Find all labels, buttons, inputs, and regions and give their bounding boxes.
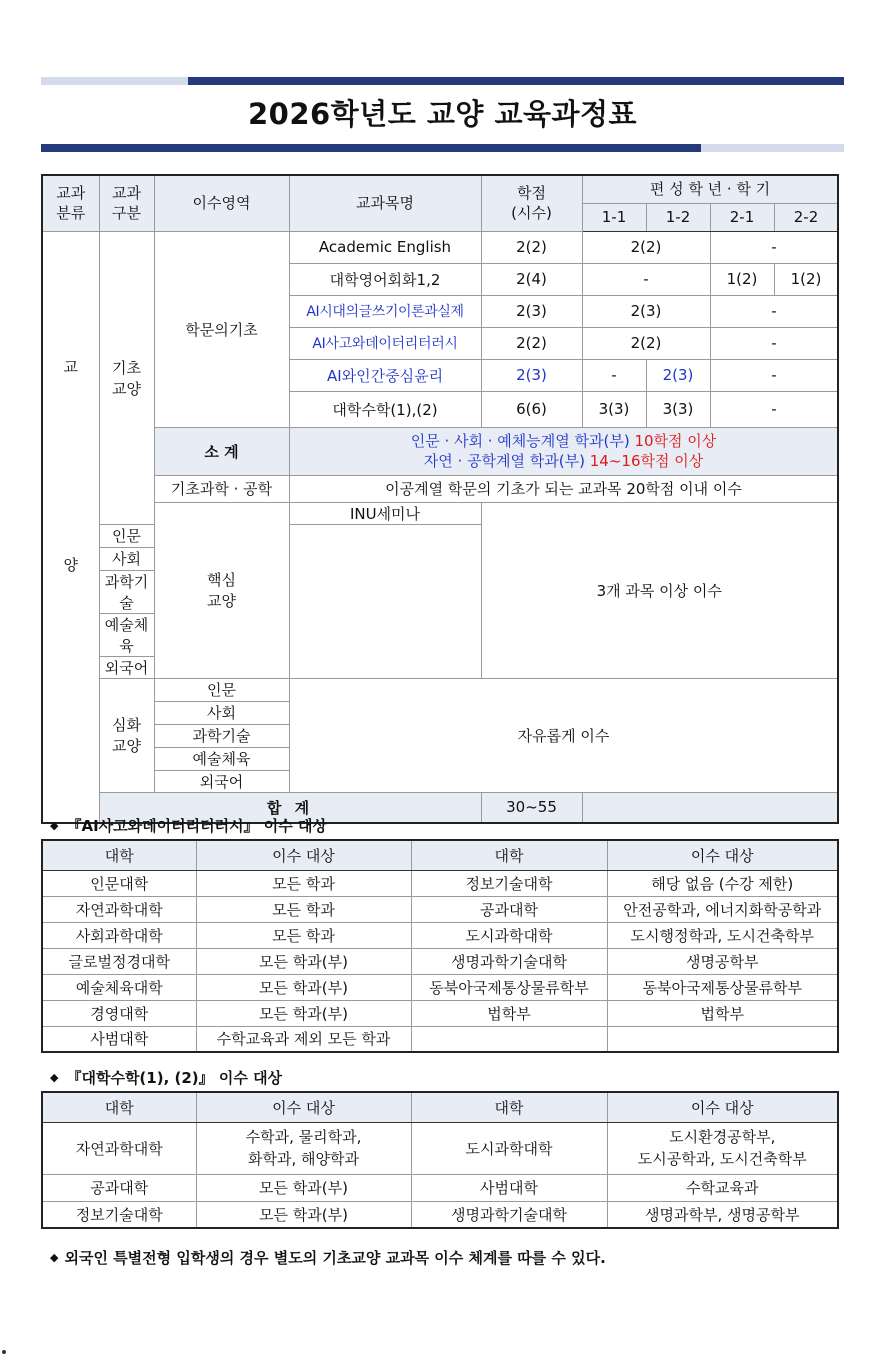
category-top: 교 <box>42 231 99 502</box>
math-target-table <box>41 1091 839 1229</box>
table-cell: 수학과, 물리학과, 화학과, 해양학과 <box>196 1122 411 1174</box>
course-sem-2-2: 1(2) <box>774 263 838 295</box>
course-year2: - <box>710 231 838 263</box>
table-row <box>42 948 838 974</box>
header-category: 교과 분류 <box>42 175 99 231</box>
table-cell: 사범대학 <box>42 1026 196 1052</box>
course-credits: 2(3) <box>481 295 582 327</box>
core-area: 사회 <box>99 547 154 570</box>
table-cell: 생명공학부 <box>607 948 838 974</box>
table-cell: 도시환경공학부, 도시공학과, 도시건축학부 <box>607 1122 838 1174</box>
col-target: 이수 대상 <box>196 840 411 870</box>
table-cell: 해당 없음 (수강 제한) <box>607 870 838 896</box>
table-cell: 동북아국제통상물류학부 <box>607 974 838 1000</box>
col-college: 대학 <box>411 1092 607 1122</box>
table-cell: 예술체육대학 <box>42 974 196 1000</box>
table-cell: 경영대학 <box>42 1000 196 1026</box>
table-row <box>42 1174 838 1201</box>
header-credits: 학점 (시수) <box>481 175 582 231</box>
course-name: 대학영어회화1,2 <box>289 263 481 295</box>
table-cell: 수학교육과 제외 모든 학과 <box>196 1026 411 1052</box>
table-cell: 공과대학 <box>42 1174 196 1201</box>
col-college: 대학 <box>411 840 607 870</box>
table-cell: 모든 학과 <box>196 896 411 922</box>
table-cell: 동북아국제통상물류학부 <box>411 974 607 1000</box>
table-cell: 생명과학기술대학 <box>411 948 607 974</box>
table-cell: 생명과학기술대학 <box>411 1201 607 1228</box>
advanced-area: 사회 <box>154 701 289 724</box>
course-credits: 2(3) <box>481 359 582 391</box>
science-note: 이공계열 학문의 기초가 되는 교과목 20학점 이내 이수 <box>289 475 838 502</box>
table-cell: 모든 학과(부) <box>196 1201 411 1228</box>
course-name: AI사고와데이터리터러시 <box>289 327 481 359</box>
total-empty <box>582 792 838 823</box>
course-name: AI와인간중심윤리 <box>289 359 481 391</box>
table-cell: 모든 학과(부) <box>196 1000 411 1026</box>
table-cell: 모든 학과(부) <box>196 1174 411 1201</box>
diamond-bullet-icon: ◆ <box>50 819 59 832</box>
total-value: 30~55 <box>481 792 582 823</box>
course-name: AI시대의글쓰기이론과실제 <box>289 295 481 327</box>
header-course: 교과목명 <box>289 175 481 231</box>
col-college: 대학 <box>42 1092 196 1122</box>
table-cell: 사회과학대학 <box>42 922 196 948</box>
table-cell <box>411 1026 607 1052</box>
division-basic: 기초 교양 <box>99 231 154 524</box>
header-sem-1-1: 1-1 <box>582 203 646 231</box>
table-row <box>42 896 838 922</box>
course-sem-1-2: 2(3) <box>646 359 710 391</box>
table-cell: 인문대학 <box>42 870 196 896</box>
division-advanced: 심화 교양 <box>99 678 154 792</box>
top-decor-bar <box>41 77 844 85</box>
table-cell: 정보기술대학 <box>42 1201 196 1228</box>
course-credits: 2(2) <box>481 327 582 359</box>
course-year1: 2(2) <box>582 327 710 359</box>
course-sem-1-2: 3(3) <box>646 391 710 427</box>
table-cell: 도시과학대학 <box>411 922 607 948</box>
header-division: 교과 구분 <box>99 175 154 231</box>
header-area: 이수영역 <box>154 175 289 231</box>
table-cell: 자연과학대학 <box>42 1122 196 1174</box>
course-year1: - <box>582 263 710 295</box>
col-target: 이수 대상 <box>607 840 838 870</box>
bottom-decor-bar <box>41 144 844 152</box>
table-cell: 법학부 <box>607 1000 838 1026</box>
course-name: Academic English <box>289 231 481 263</box>
core-area: 외국어 <box>99 656 154 678</box>
ai-section-heading: ◆ 『AI사고와데이터리터러시』 이수 대상 <box>50 817 327 835</box>
table-cell: 사범대학 <box>411 1174 607 1201</box>
course-year2: - <box>710 391 838 427</box>
table-row <box>42 922 838 948</box>
course-year2: - <box>710 295 838 327</box>
advanced-note: 자유롭게 이수 <box>289 678 838 792</box>
table-cell: 공과대학 <box>411 896 607 922</box>
course-sem-1-1: 3(3) <box>582 391 646 427</box>
diamond-bullet-icon: ◆ <box>50 1071 59 1084</box>
footnote: ◆ 외국인 특별전형 입학생의 경우 별도의 기초교양 교과목 이수 체계를 따를 수 있다. <box>50 1249 606 1267</box>
core-area: 예술체육 <box>99 613 154 656</box>
advanced-area: 예술체육 <box>154 747 289 770</box>
page-dot <box>2 1350 6 1354</box>
col-target: 이수 대상 <box>607 1092 838 1122</box>
course-name: 대학수학(1),(2) <box>289 391 481 427</box>
table-cell: 모든 학과(부) <box>196 948 411 974</box>
course-year2: - <box>710 327 838 359</box>
core-area: 인문 <box>99 524 154 547</box>
table-row <box>42 1026 838 1052</box>
table-cell: 글로벌정경대학 <box>42 948 196 974</box>
area-academic-basics: 학문의기초 <box>154 231 289 427</box>
subtotal-label: 소 계 <box>154 427 289 475</box>
subtotal-requirement: 인문 · 사회 · 예체능계열 학과(부) 10학점 이상 자연 · 공학계열 학과(부) 14~16학점 이상 <box>289 427 838 475</box>
course-credits: 2(4) <box>481 263 582 295</box>
table-cell: 도시행정학과, 도시건축학부 <box>607 922 838 948</box>
table-row <box>42 974 838 1000</box>
table-cell <box>607 1026 838 1052</box>
table-cell: 안전공학과, 에너지화학공학과 <box>607 896 838 922</box>
core-area: 과학기술 <box>99 570 154 613</box>
ai-target-table <box>41 839 839 1053</box>
core-note: 3개 과목 이상 이수 <box>481 502 838 678</box>
table-cell: 생명과학부, 생명공학부 <box>607 1201 838 1228</box>
table-row <box>42 870 838 896</box>
division-core: 핵심 교양 <box>154 502 289 678</box>
category-bottom: 양 <box>42 502 99 823</box>
table-cell: 법학부 <box>411 1000 607 1026</box>
table-row <box>42 1122 838 1174</box>
advanced-area: 인문 <box>154 678 289 701</box>
table-cell: 수학교육과 <box>607 1174 838 1201</box>
table-cell: 모든 학과 <box>196 922 411 948</box>
course-sem-1-1: - <box>582 359 646 391</box>
diamond-bullet-icon: ◆ <box>50 1251 59 1264</box>
col-target: 이수 대상 <box>196 1092 411 1122</box>
header-sem-2-1: 2-1 <box>710 203 774 231</box>
table-row <box>42 1000 838 1026</box>
area-science-engineering: 기초과학 · 공학 <box>154 475 289 502</box>
course-year2: - <box>710 359 838 391</box>
math-section-heading: ◆ 『대학수학(1), (2)』 이수 대상 <box>50 1069 283 1087</box>
table-cell: 도시과학대학 <box>411 1122 607 1174</box>
table-cell: 자연과학대학 <box>42 896 196 922</box>
course-year1: 2(2) <box>582 231 710 263</box>
advanced-area: 과학기술 <box>154 724 289 747</box>
course-credits: 6(6) <box>481 391 582 427</box>
table-cell: 모든 학과(부) <box>196 974 411 1000</box>
table-cell: 정보기술대학 <box>411 870 607 896</box>
advanced-area: 외국어 <box>154 770 289 792</box>
header-schedule: 편 성 학 년 · 학 기 <box>582 175 838 203</box>
course-sem-2-1: 1(2) <box>710 263 774 295</box>
total-label: 합 계 <box>99 792 481 823</box>
course-credits: 2(2) <box>481 231 582 263</box>
page-title: 2026학년도 교양 교육과정표 <box>247 97 638 131</box>
table-row <box>42 1201 838 1228</box>
curriculum-table <box>41 174 839 824</box>
core-area: INU세미나 <box>289 502 481 524</box>
header-sem-1-2: 1-2 <box>646 203 710 231</box>
course-year1: 2(3) <box>582 295 710 327</box>
header-sem-2-2: 2-2 <box>774 203 838 231</box>
table-cell: 모든 학과 <box>196 870 411 896</box>
col-college: 대학 <box>42 840 196 870</box>
